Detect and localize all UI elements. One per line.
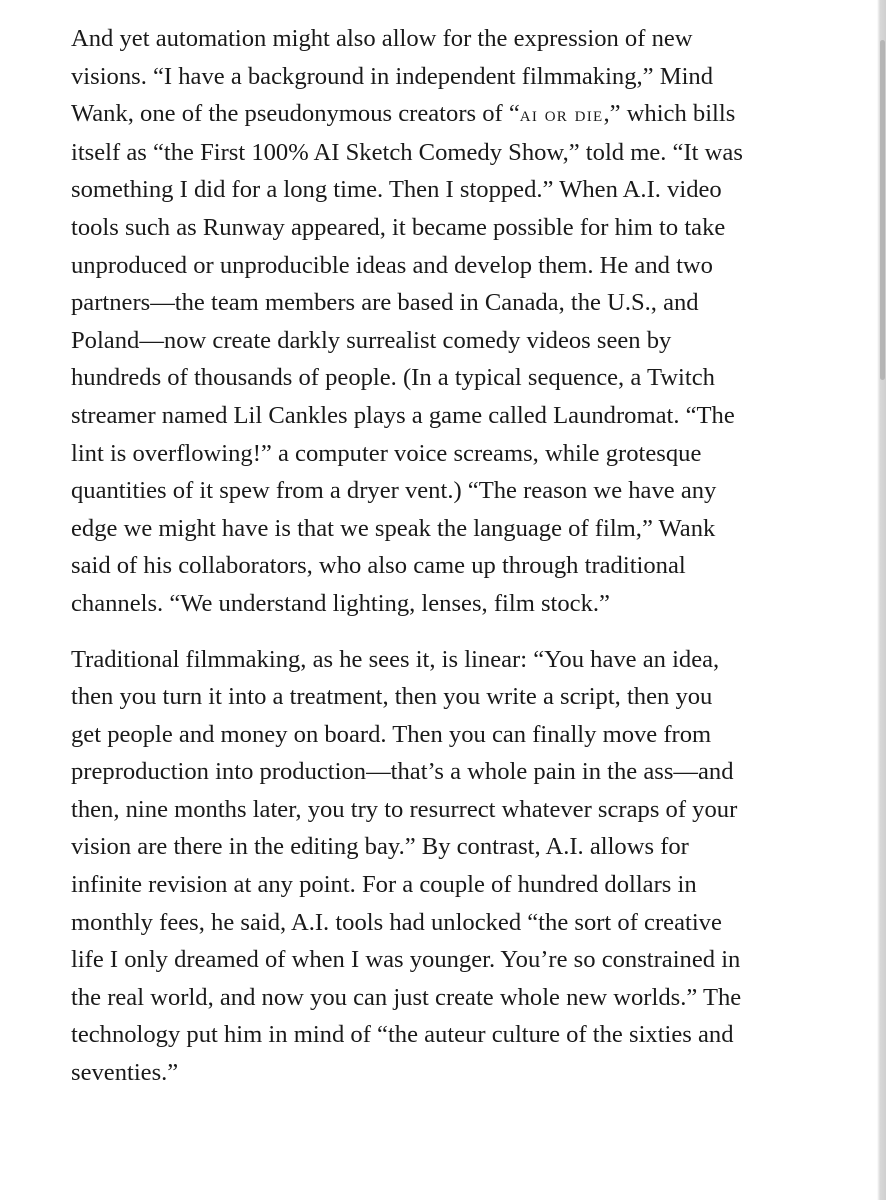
text-line: Poland—now create darkly surrealist comedy videos seen by xyxy=(71,326,672,354)
text-line: get people and money on board. Then you can finally move from xyxy=(71,720,712,748)
text-line: streamer named Lil Cankles plays a game called Laundromat. “The xyxy=(71,401,735,429)
text-line: visions. “I have a background in independent filmmaking,” Mind xyxy=(71,62,714,90)
show-title-small-caps: ai or die xyxy=(519,102,604,127)
text-line xyxy=(71,95,831,134)
text-fragment: ,” which bills xyxy=(603,100,736,128)
scrollbar-track[interactable] xyxy=(877,0,886,1200)
text-line: quantities of it spew from a dryer vent.) “The reason we have any xyxy=(71,477,717,505)
text-line: then, nine months later, you try to resurrect whatever scraps of your xyxy=(71,795,738,823)
paragraph-1 xyxy=(71,20,831,623)
text-line: said of his collaborators, who also came up through traditional xyxy=(71,552,686,580)
text-line: lint is overflowing!” a computer voice screams, while grotesque xyxy=(71,439,702,467)
text-line: seventies.” xyxy=(71,1059,179,1087)
text-line: then you turn it into a treatment, then you write a script, then you xyxy=(71,683,713,711)
text-line: preproduction into production—that’s a whole pain in the ass—and xyxy=(71,758,734,786)
text-line: unproduced or unproducible ideas and develop them. He and two xyxy=(71,251,713,279)
text-line: something I did for a long time. Then I stopped.” When A.I. video xyxy=(71,176,722,204)
text-line: tools such as Runway appeared, it became possible for him to take xyxy=(71,213,726,241)
text-line: the real world, and now you can just create whole new worlds.” The xyxy=(71,983,742,1011)
text-line: life I only dreamed of when I was younger. You’re so constrained in xyxy=(71,946,741,974)
scrollbar-thumb[interactable] xyxy=(880,40,885,380)
text-line: Traditional filmmaking, as he sees it, is linear: “You have an idea, xyxy=(71,645,720,673)
text-line: hundreds of thousands of people. (In a typical sequence, a Twitch xyxy=(71,364,715,392)
text-line: infinite revision at any point. For a couple of hundred dollars in xyxy=(71,871,697,899)
text-line: technology put him in mind of “the auteur culture of the sixties and xyxy=(71,1021,734,1049)
text-line: edge we might have is that we speak the language of film,” Wank xyxy=(71,514,716,542)
text-line: monthly fees, he said, A.I. tools had unlocked “the sort of creative xyxy=(71,908,722,936)
text-fragment: Wank, one of the pseudonymous creators of “ xyxy=(71,100,520,128)
text-line: And yet automation might also allow for the expression of new xyxy=(71,25,693,52)
text-line: itself as “the First 100% AI Sketch Comedy Show,” told me. “It was xyxy=(71,138,743,166)
text-line: vision are there in the editing bay.” By contrast, A.I. allows for xyxy=(71,833,689,861)
text-line: partners—the team members are based in Canada, the U.S., and xyxy=(71,289,699,317)
text-line: channels. “We understand lighting, lenses, film stock.” xyxy=(71,589,610,617)
paragraph-2 xyxy=(71,641,831,1092)
article-body xyxy=(71,20,831,1092)
